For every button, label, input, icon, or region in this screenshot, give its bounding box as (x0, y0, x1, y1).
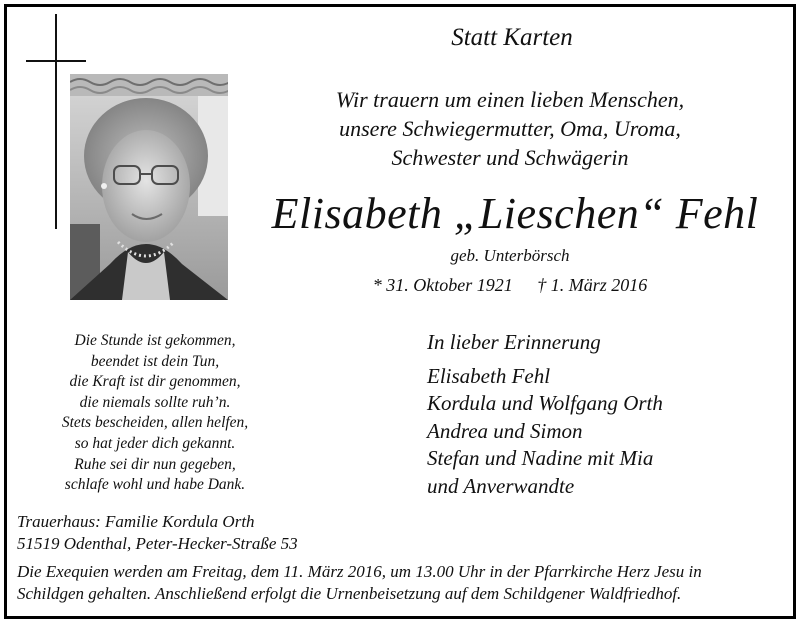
cross-icon-horizontal (26, 60, 86, 62)
intro-line: Schwester und Schwägerin (391, 145, 629, 170)
poem-line: Stets bescheiden, allen helfen, (61, 414, 249, 432)
house-of-mourning-line: Trauerhaus: Familie Kordula Orth (17, 512, 255, 531)
birth-date: * 31. Oktober 1921 (372, 275, 513, 295)
mourner-name: und Anverwandte (427, 473, 575, 498)
poem-line: Ruhe sei dir nun gegeben, (74, 455, 236, 473)
poem-line: schlafe wohl und habe Dank. (64, 476, 246, 494)
mourner-name: Stefan und Nadine mit Mia (427, 446, 654, 470)
intro-line: Wir trauern um einen lieben Menschen, (335, 87, 685, 112)
heading-statt-karten: Statt Karten (451, 24, 573, 51)
maiden-name: geb. Unterbörsch (450, 246, 570, 265)
mourner-name: Elisabeth Fehl (427, 363, 551, 388)
mourners-list (427, 329, 663, 500)
poem-line: die niemals sollte ruh’n. (79, 393, 231, 411)
deceased-name: Elisabeth „Lieschen“ Fehl (271, 189, 759, 238)
house-of-mourning-address: 51519 Odenthal, Peter-Hecker-Straße 53 (17, 534, 298, 553)
intro-text (310, 85, 710, 172)
portrait-photo-icon (70, 74, 228, 300)
mourner-name: Kordula und Wolfgang Orth (427, 391, 663, 415)
portrait-photo (70, 74, 228, 300)
cross-icon-vertical (55, 14, 57, 229)
poem-line: die Kraft ist dir genommen, (69, 373, 241, 391)
life-dates (320, 275, 700, 296)
death-date: † 1. März 2016 (537, 275, 648, 295)
house-of-mourning (17, 511, 298, 555)
intro-line: unsere Schwiegermutter, Oma, Uroma, (339, 116, 681, 141)
mourner-name: Andrea und Simon (427, 418, 583, 443)
poem-line: Die Stunde ist gekommen, (74, 332, 236, 349)
funeral-notice-line: Schildgen gehalten. Anschließend erfolgt die Urnenbeisetzung auf dem Schildgener Waldfriedhof. (17, 584, 682, 603)
poem (25, 331, 285, 496)
poem-line: so hat jeder dich gekannt. (74, 434, 236, 452)
mourners-intro: In lieber Erinnerung (427, 330, 601, 354)
funeral-notice-line: Die Exequien werden am Freitag, dem 11. März 2016, um 13.00 Uhr in der Pfarrkirche Herz Jesu in (17, 562, 702, 581)
poem-line: beendet ist dein Tun, (90, 352, 220, 370)
funeral-notice (17, 561, 702, 605)
